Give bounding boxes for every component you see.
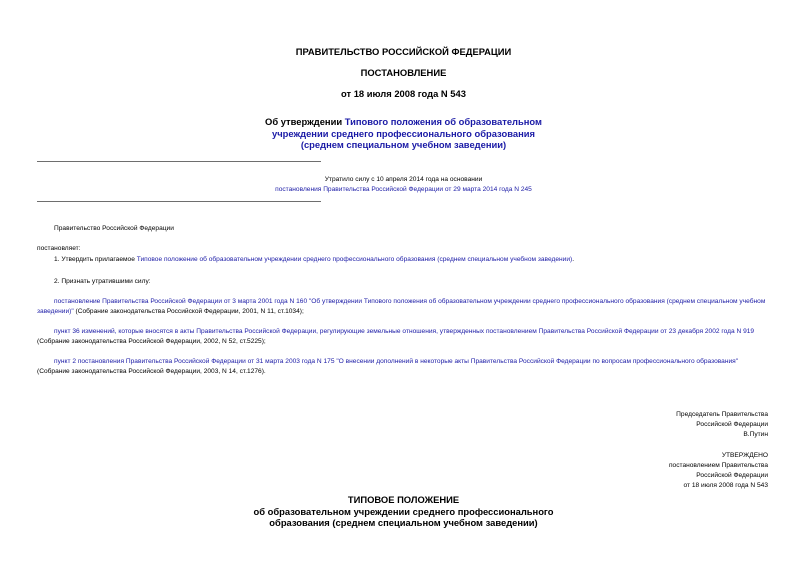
status-line2-wrap <box>0 185 807 194</box>
title-link-line3[interactable]: (среднем специальном учебном заведении) <box>300 139 507 150</box>
signature-name: В.Путин <box>743 431 768 438</box>
government-heading: ПРАВИТЕЛЬСТВО РОССИЙСКОЙ ФЕДЕРАЦИИ <box>295 46 512 57</box>
title-link-line2[interactable]: учреждении среднего профессионального образования <box>272 127 535 139</box>
paragraph-government: Правительство Российской Федерации <box>54 225 174 232</box>
item-1-prefix: 1. Утвердить прилагаемое <box>54 256 137 263</box>
approved-block <box>669 451 768 491</box>
divider-top <box>37 161 321 162</box>
approved-country: Российской Федерации <box>696 472 768 479</box>
repealed-ref-3-link[interactable]: пункт 2 постановления Правительства Российской Федерации от 31 марта 2003 года N 175 "О внесении дополнений в некоторые акты Правительства Российской Федерации по вопросам профессионального образования" <box>54 358 739 365</box>
title-link-line1[interactable]: Типового положения об образовательном <box>344 116 542 127</box>
approved-date: от 18 июля 2008 года N 543 <box>683 482 768 489</box>
repealed-ref-1-tail: (Собрание законодательства Российской Федерации, 2001, N 11, ст.1034); <box>73 308 304 315</box>
model-regulation-link[interactable]: Типовое положение об образовательном учреждении среднего профессионального образования (среднем специальном учебном заведении) <box>136 256 573 263</box>
signature-title: Председатель Правительства <box>676 411 768 418</box>
section-title: ТИПОВОЕ ПОЛОЖЕНИЕ <box>347 494 460 505</box>
repealed-ref-2-link[interactable]: пункт 36 изменений, которые вносятся в акты Правительства Российской Федерации, регулирующие земельные отношения, утвержденных постановлением Правительства Российской Федерации от 23 декабря 2002 года N 919 <box>54 328 755 335</box>
item-2: 2. Признать утратившими силу: <box>54 278 151 285</box>
item-1 <box>37 255 772 265</box>
approved-label: УТВЕРЖДЕНО <box>721 452 768 459</box>
divider-bottom <box>37 201 321 202</box>
section-heading <box>0 494 807 529</box>
repealed-ref-3-tail: (Собрание законодательства Российской Федерации, 2003, N 14, ст.1276). <box>37 368 266 375</box>
doc-date: от 18 июля 2008 года N 543 <box>341 88 466 99</box>
repealed-ref-1-link[interactable]: постановление Правительства Российской Федерации от 3 марта 2001 года N 160 "Об утверждении Типового положения об образовательном учреждении среднего профессионального образования (среднем специальном учебном заведении)" <box>37 298 766 315</box>
approved-by: постановлением Правительства <box>668 462 768 469</box>
repealed-ref-3 <box>37 357 772 377</box>
section-subtitle-line2: образования (среднем специальном учебном заведении) <box>269 517 538 528</box>
repeal-decree-link[interactable]: постановления Правительства Российской Федерации от 29 марта 2014 года N 245 <box>275 186 532 193</box>
status-line1: Утратило силу с 10 апреля 2014 года на основании <box>324 176 483 183</box>
signature-block <box>676 410 768 440</box>
repealed-ref-1 <box>37 297 772 317</box>
paragraph-decree: постановляет: <box>37 245 81 252</box>
document-title <box>0 116 807 151</box>
signature-country: Российской Федерации <box>696 421 768 428</box>
doc-type-heading: ПОСТАНОВЛЕНИЕ <box>360 67 447 78</box>
item-1-suffix: . <box>572 256 575 263</box>
repealed-ref-2 <box>37 327 772 347</box>
section-subtitle-line1: об образовательном учреждении среднего профессионального <box>253 505 554 517</box>
repealed-ref-2-tail: (Собрание законодательства Российской Федерации, 2002, N 52, ст.5225); <box>37 338 266 345</box>
title-prefix: Об утверждении <box>265 116 345 127</box>
